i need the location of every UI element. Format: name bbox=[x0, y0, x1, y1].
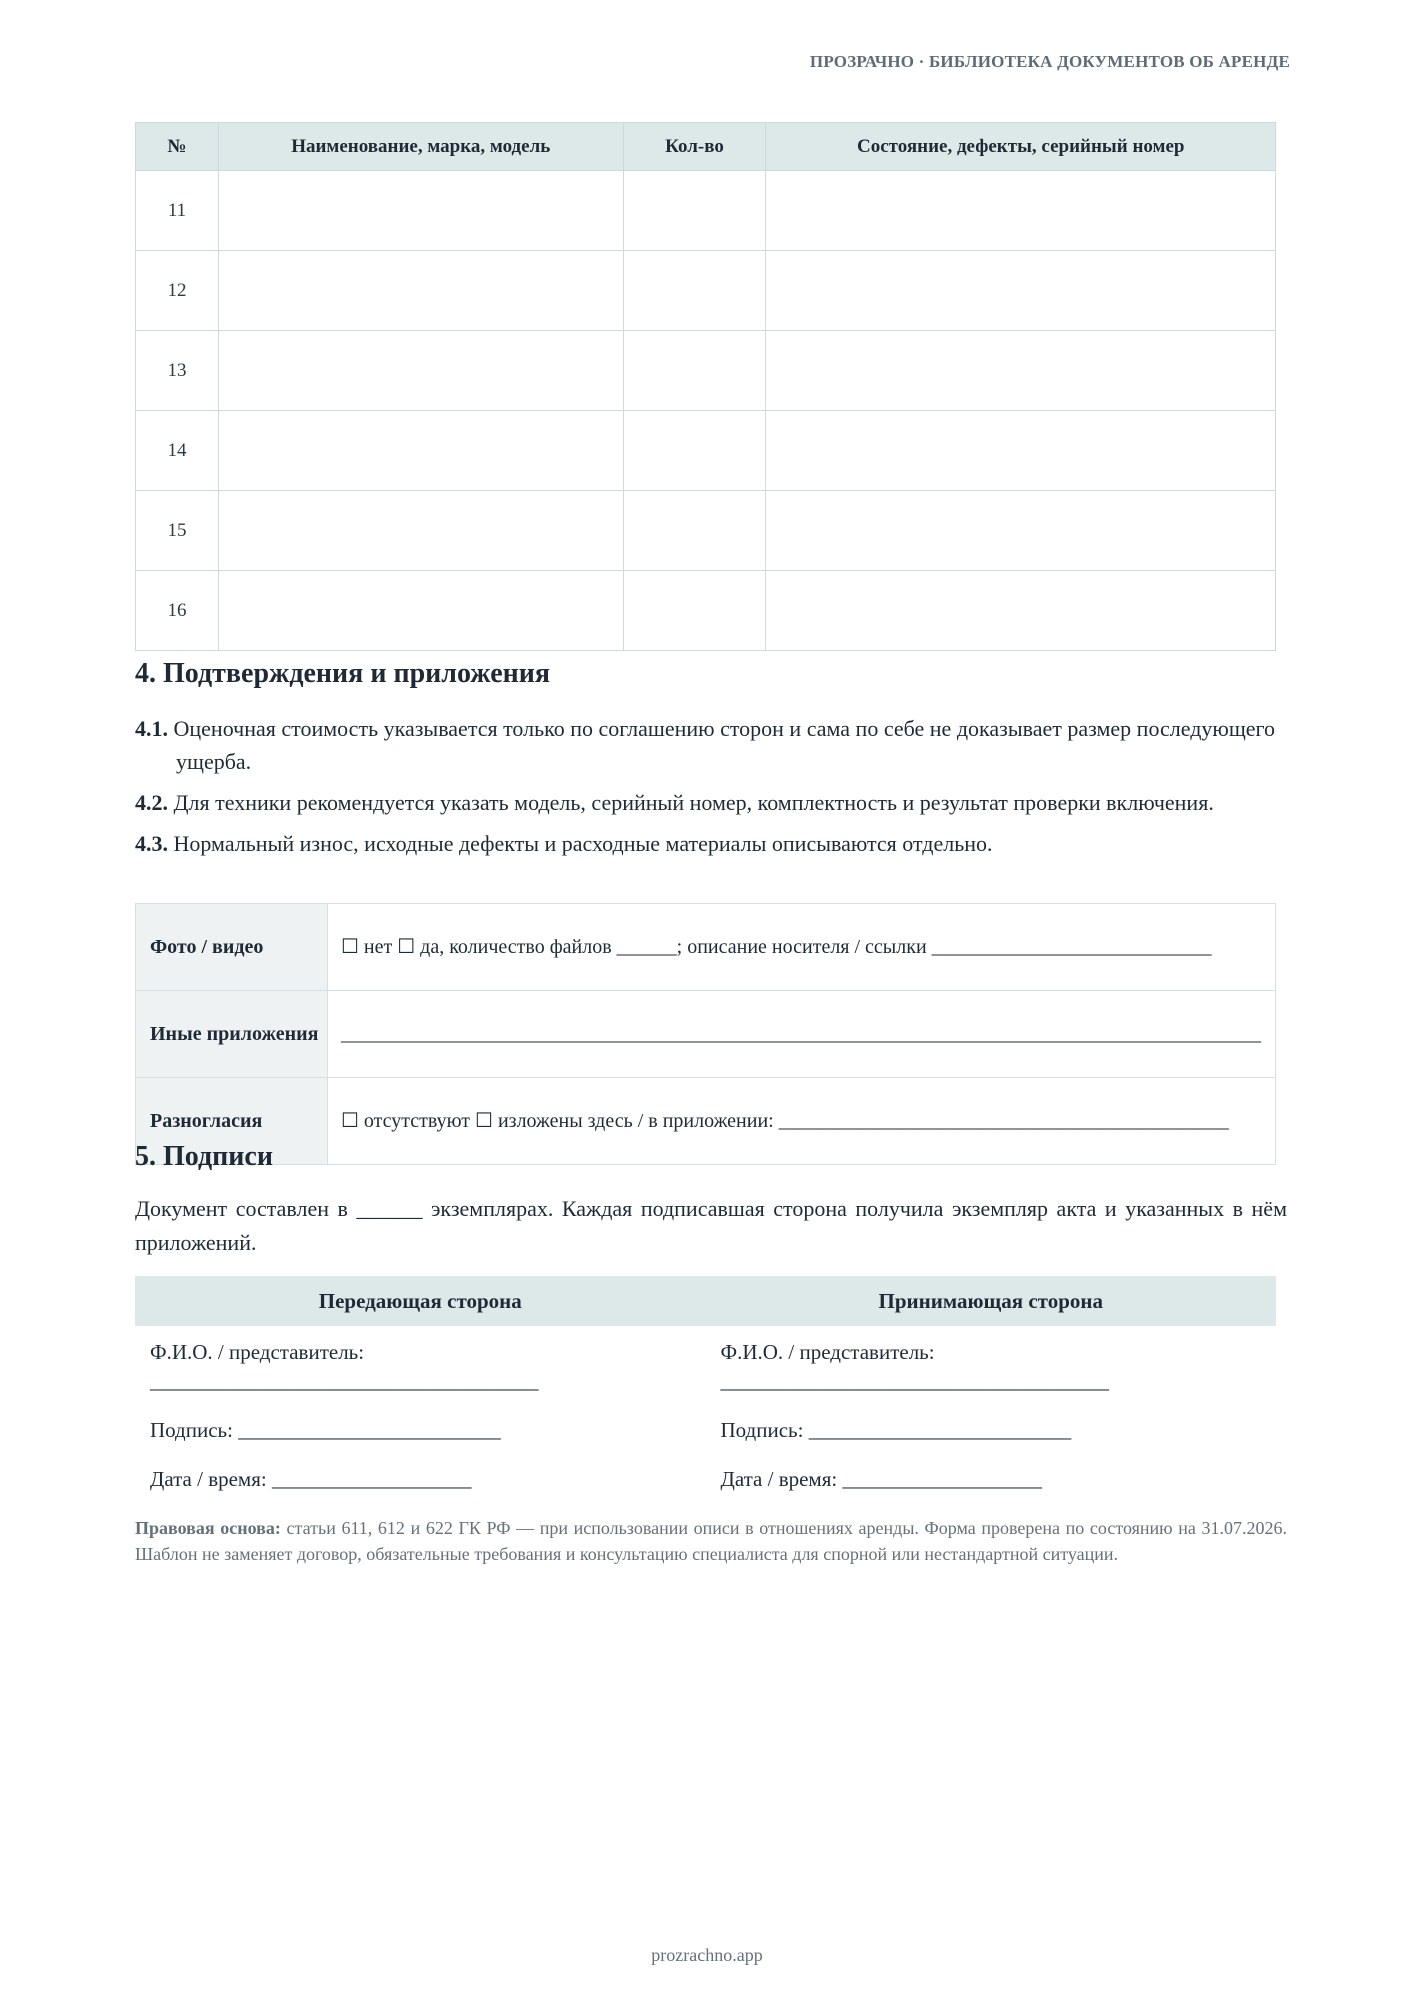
receiving-party-heading: Принимающая сторона bbox=[706, 1276, 1277, 1326]
attachment-label: Фото / видео bbox=[136, 904, 328, 991]
item-condition-cell[interactable] bbox=[766, 491, 1276, 571]
column-header-quantity: Кол-во bbox=[623, 123, 766, 171]
item-name-cell[interactable] bbox=[218, 411, 623, 491]
attachment-value[interactable]: ____________________________________________________________________________________________ bbox=[328, 991, 1276, 1078]
clause-4-3 bbox=[135, 827, 1276, 860]
item-condition-cell[interactable] bbox=[766, 571, 1276, 651]
item-name-cell[interactable] bbox=[218, 251, 623, 331]
clause-number: 4.1. bbox=[135, 716, 168, 741]
legal-basis-text: статьи 611, 612 и 622 ГК РФ — при использовании описи в отношениях аренды. Форма проверена по состоянию на 31.07.2026. Шаблон не заменяет договор, обязательные требования и консультацию специалиста для спорной или нестандартной ситуации. bbox=[135, 1518, 1288, 1564]
column-header-name: Наименование, марка, модель bbox=[218, 123, 623, 171]
item-name-cell[interactable] bbox=[218, 571, 623, 651]
item-quantity-cell[interactable] bbox=[623, 491, 766, 571]
clause-4-2 bbox=[135, 786, 1276, 819]
clause-4-1 bbox=[135, 712, 1276, 778]
item-name-cell[interactable] bbox=[218, 491, 623, 571]
signatures-body-row bbox=[135, 1326, 1276, 1514]
row-number: 16 bbox=[136, 571, 219, 651]
legal-basis-label: Правовая основа: bbox=[135, 1518, 281, 1538]
copies-paragraph: Документ составлен в ______ экземплярах. Каждая подписавшая сторона получила экземпляр акта и указанных в нём приложений. bbox=[135, 1196, 1287, 1255]
table-row bbox=[136, 411, 1276, 491]
clause-text: Оценочная стоимость указывается только по соглашению сторон и сама по себе не доказывает размер последующего ущерба. bbox=[173, 716, 1276, 774]
attachment-row-other bbox=[136, 991, 1276, 1078]
row-number: 12 bbox=[136, 251, 219, 331]
receiving-party-block bbox=[706, 1326, 1277, 1514]
table-row bbox=[136, 571, 1276, 651]
clause-number: 4.2. bbox=[135, 790, 168, 815]
inventory-table bbox=[135, 122, 1276, 651]
column-header-condition: Состояние, дефекты, серийный номер bbox=[766, 123, 1276, 171]
row-number: 13 bbox=[136, 331, 219, 411]
attachment-label: Разногласия bbox=[136, 1078, 328, 1165]
clause-list bbox=[135, 712, 1276, 868]
attachment-value[interactable]: ☐ отсутствуют ☐ изложены здесь / в приложении: _____________________________________________ bbox=[328, 1078, 1276, 1165]
datetime-field[interactable]: Дата / время: ___________________ bbox=[150, 1467, 472, 1491]
item-condition-cell[interactable] bbox=[766, 251, 1276, 331]
document-header: ПРОЗРАЧНО · БИБЛИОТЕКА ДОКУМЕНТОВ ОБ АРЕНДЕ bbox=[809, 52, 1290, 71]
attachments-table bbox=[135, 903, 1276, 1165]
item-condition-cell[interactable] bbox=[766, 411, 1276, 491]
section-4-title: 4. Подтверждения и приложения bbox=[135, 658, 551, 689]
name-field[interactable]: Ф.И.О. / представитель: _____________________________________ bbox=[150, 1340, 539, 1393]
table-row bbox=[136, 491, 1276, 571]
table-row bbox=[136, 331, 1276, 411]
column-header-number: № bbox=[136, 123, 219, 171]
row-number: 15 bbox=[136, 491, 219, 571]
clause-text: Нормальный износ, исходные дефекты и расходные материалы описываются отдельно. bbox=[173, 831, 993, 856]
item-quantity-cell[interactable] bbox=[623, 411, 766, 491]
section-5-title: 5. Подписи bbox=[135, 1141, 273, 1172]
table-row bbox=[136, 171, 1276, 251]
name-field[interactable]: Ф.И.О. / представитель: _____________________________________ bbox=[720, 1340, 1109, 1393]
datetime-field[interactable]: Дата / время: ___________________ bbox=[720, 1467, 1042, 1491]
signatures-header-row bbox=[135, 1276, 1276, 1326]
item-quantity-cell[interactable] bbox=[623, 571, 766, 651]
item-name-cell[interactable] bbox=[218, 331, 623, 411]
row-number: 11 bbox=[136, 171, 219, 251]
attachment-row-disagreements bbox=[136, 1078, 1276, 1165]
signature-field[interactable]: Подпись: _________________________ bbox=[150, 1418, 501, 1442]
footer-site-link[interactable]: prozrachno.app bbox=[651, 1945, 763, 1965]
item-condition-cell[interactable] bbox=[766, 171, 1276, 251]
attachment-row-photo bbox=[136, 904, 1276, 991]
item-condition-cell[interactable] bbox=[766, 331, 1276, 411]
signatures-table bbox=[135, 1276, 1276, 1514]
table-row bbox=[136, 251, 1276, 331]
attachment-label: Иные приложения bbox=[136, 991, 328, 1078]
clause-text: Для техники рекомендуется указать модель, серийный номер, комплектность и результат проверки включения. bbox=[173, 790, 1214, 815]
row-number: 14 bbox=[136, 411, 219, 491]
item-quantity-cell[interactable] bbox=[623, 251, 766, 331]
transferring-party-heading: Передающая сторона bbox=[135, 1276, 706, 1326]
legal-basis-note bbox=[135, 1515, 1287, 1567]
item-name-cell[interactable] bbox=[218, 171, 623, 251]
signature-field[interactable]: Подпись: _________________________ bbox=[720, 1418, 1072, 1442]
transferring-party-block bbox=[135, 1326, 706, 1514]
item-quantity-cell[interactable] bbox=[623, 331, 766, 411]
item-quantity-cell[interactable] bbox=[623, 171, 766, 251]
attachment-value[interactable]: ☐ нет ☐ да, количество файлов ______; описание носителя / ссылки ____________________________ bbox=[328, 904, 1276, 991]
table-header-row bbox=[136, 123, 1276, 171]
clause-number: 4.3. bbox=[135, 831, 168, 856]
